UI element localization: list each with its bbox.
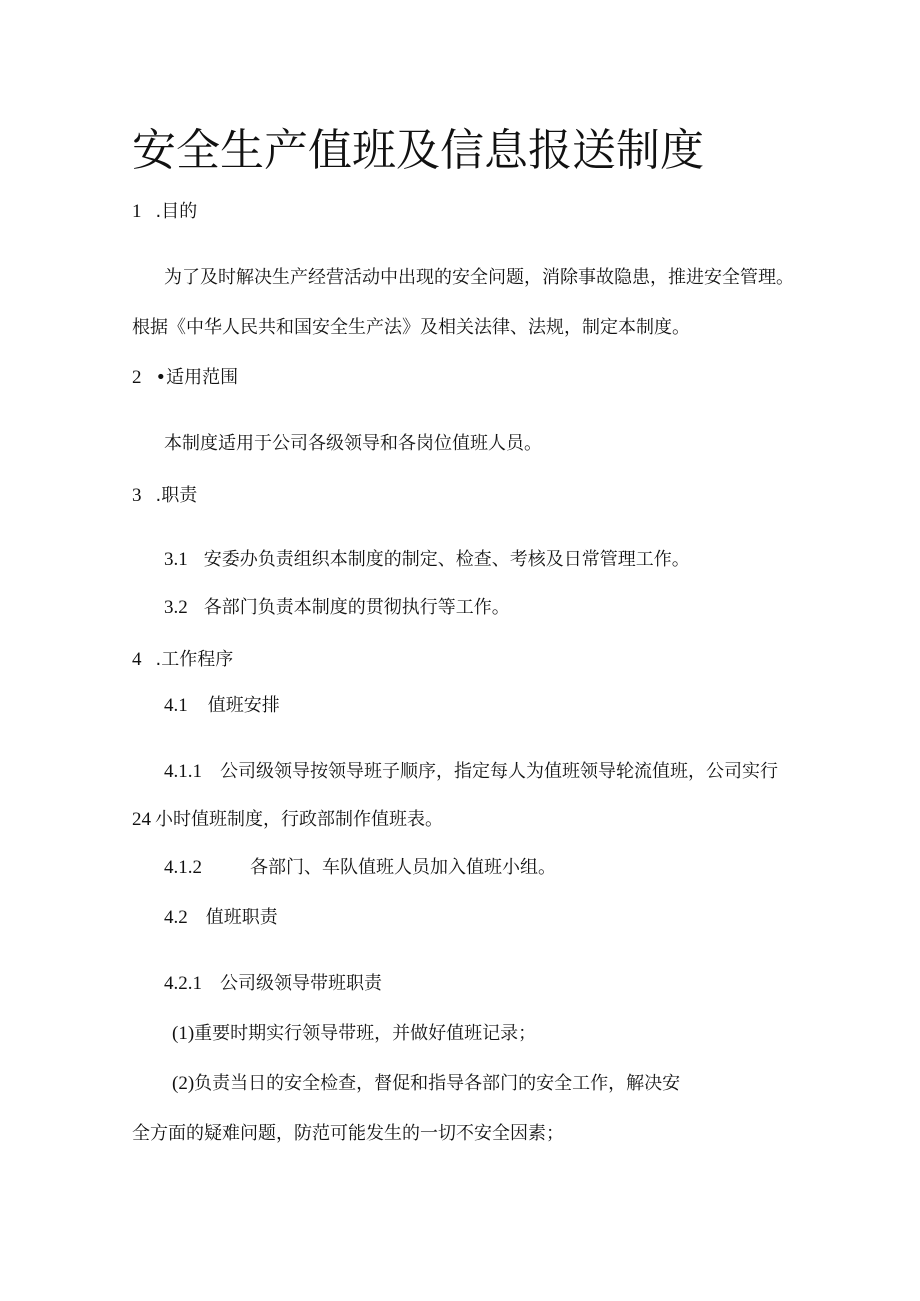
section-number: 1 [132,201,142,222]
subsection-number: 3.1 [164,549,188,570]
clause-number: 4.1.1 [164,761,202,782]
subsection-3-1 [164,548,690,572]
subsection-text: 值班安排 [207,695,280,716]
clause-4-1-1 [164,760,778,784]
subsection-3-2 [164,596,510,620]
section-label: .目的 [155,201,198,222]
clause-text: 公司级领导带班职责 [220,973,382,994]
subsection-4-1 [164,694,280,718]
list-item-text: 重要时期实行领导带班，并做好值班记录； [194,1023,537,1044]
section-label: •适用范围 [155,367,239,388]
section-number: 3 [132,485,142,506]
list-item-number: (2) [172,1073,195,1094]
clause-number: 4.1.2 [164,857,202,878]
clause-number: 24 [132,809,151,830]
section-heading-2 [132,366,238,390]
list-item-2-continued: 全方面的疑难问题，防范可能发生的一切不安全因素； [132,1123,564,1144]
subsection-number: 4.1 [164,695,188,716]
section-label: .工作程序 [155,649,234,670]
clause-text: 各部门、车队值班人员加入值班小组。 [250,857,556,878]
list-item-2 [172,1072,680,1096]
clause-4-2-1 [164,972,382,996]
clause-4-1-2 [164,856,556,880]
clause-number: 4.2.1 [164,973,202,994]
section-heading-3 [132,484,197,508]
clause-text: 公司级领导按领导班子顺序，指定每人为值班领导轮流值班，公司实行 [220,761,778,782]
subsection-text: 各部门负责本制度的贯彻执行等工作。 [203,597,510,618]
section-number: 4 [132,649,142,670]
paragraph: 根据《中华人民共和国安全生产法》及相关法律、法规，制定本制度。 [132,317,690,338]
paragraph: 本制度适用于公司各级领导和各岗位值班人员。 [164,433,542,454]
paragraph: 为了及时解决生产经营活动中出现的安全问题，消除事故隐患，推进安全管理。 [164,267,794,288]
section-heading-4 [132,648,233,672]
clause-text: 小时值班制度，行政部制作值班表。 [155,809,443,830]
subsection-text: 安委办负责组织本制度的制定、检查、考核及日常管理工作。 [203,549,690,570]
list-item-1 [172,1022,536,1046]
clause-4-1-1-continued [132,808,443,832]
subsection-number: 4.2 [164,907,188,928]
page-title: 安全生产值班及信息报送制度 [132,125,704,176]
section-number: 2 [132,367,142,388]
list-item-number: (1) [172,1023,195,1044]
subsection-4-2 [164,906,278,930]
subsection-text: 值班职责 [205,907,278,928]
subsection-number: 3.2 [164,597,188,618]
list-item-text: 负责当日的安全检查，督促和指导各部门的安全工作，解决安 [194,1073,681,1094]
section-label: .职责 [155,485,198,506]
section-heading-1 [132,200,197,224]
